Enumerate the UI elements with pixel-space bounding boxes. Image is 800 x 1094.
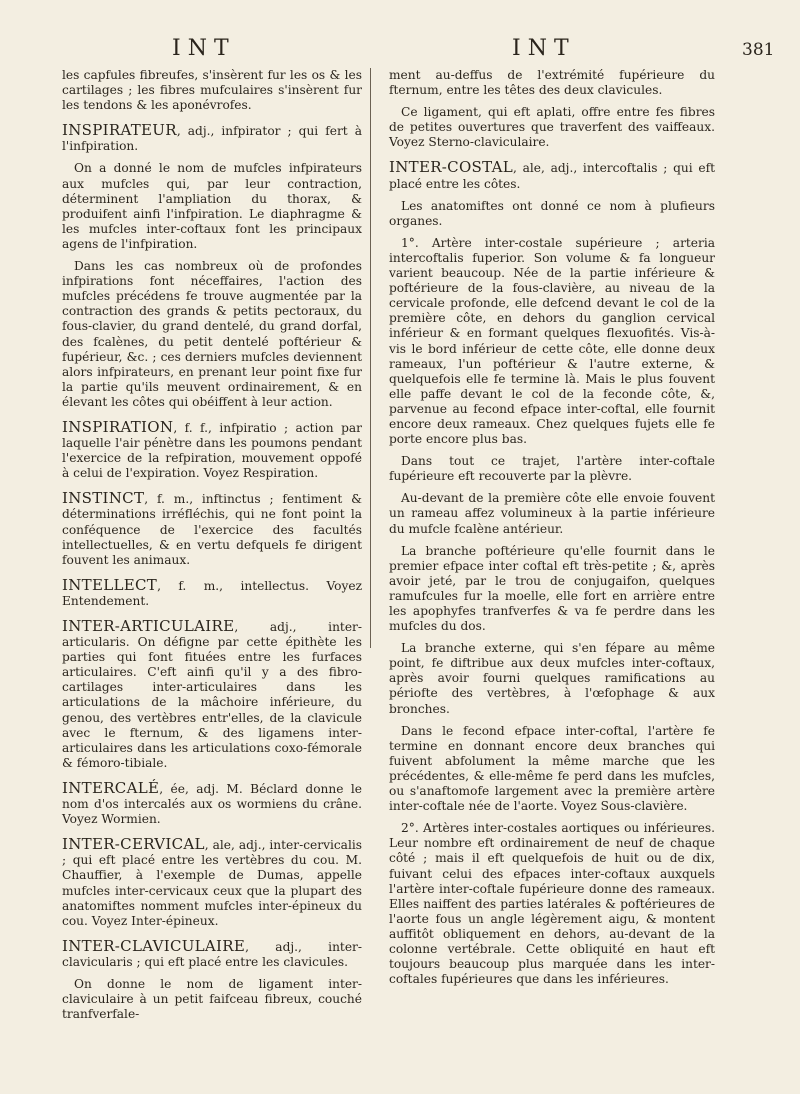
entry-inter-costal bbox=[389, 160, 715, 191]
right-column bbox=[389, 68, 715, 994]
headword: INTER-ARTICULAIRE bbox=[62, 617, 235, 635]
left-column bbox=[62, 68, 362, 1029]
headword: INTER-CERVICAL bbox=[62, 835, 205, 854]
entry-inspirateur bbox=[62, 123, 362, 154]
paragraph: ment au-deffus de l'extrémité fupérieure du fternum, entre les têtes des deux clavicules. bbox=[389, 68, 715, 98]
entry-text: , f. m., inftinctus ; fentiment & déterminations irréfléchis, qui ne font point la conféquence de l'exercice des facultés intellectuelles, & en vertu defquels fe dirigent fouvent les animaux. bbox=[62, 492, 362, 567]
running-header bbox=[0, 36, 800, 66]
page-number: 381 bbox=[742, 40, 775, 60]
headword: INSPIRATEUR bbox=[62, 121, 177, 140]
paragraph: La branche externe, qui s'en fépare au même point, fe diftribue aux deux mufcles inter-coftaux, après avoir fourni quelques ramifications au périofte des vertèbres, à l'œfophage & aux bronches. bbox=[389, 641, 715, 716]
entry-text: , ale, adj., intercoftalis ; qui eft placé entre les côtes. bbox=[389, 161, 715, 191]
entry-text: , ale, adj., inter-cervicalis ; qui eft placé entre les vertèbres du cou. M. Chauffier, à l'exemple de Dumas, appelle mufcles inter-cervicaux ceux que la plupart des anatomiftes nomment mufcles inter-épineux du cou. Voyez Inter-épineux. bbox=[62, 838, 362, 928]
paragraph: 2°. Artères inter-costales aortiques ou inférieures. Leur nombre eft ordinairement de neuf de chaque côté ; mais il eft quelquefois de huit ou de dix, fuivant celui des efpaces inter-coftaux auxquels l'artère inter-coftale fupérieure donne des rameaux. Elles naiffent des parties latérales & poftérieures de l'aorte fous un angle légèrement aigu, & montent auffitôt obliquement en dehors, au-devant de la colonne vertébrale. Cette obliquité en haut eft toujours beaucoup plus marquée dans les inter-coftales fupérieures que dans les inférieures. bbox=[389, 821, 715, 987]
entry-intercale bbox=[62, 778, 362, 827]
entry-instinct bbox=[62, 491, 362, 567]
entry-text: , adj., inter-articularis. On défigne par cette épithète les parties qui font fituées entre les furfaces articulaires. C'eft ainfi qu'il y a des fibro-cartilages inter-articulaires dans les articulations de la mâchoire inférieure, du genou, des vertèbres entr'elles, de la clavicule avec le fternum, & des ligamens inter-articulaires dans les articulations coxo-fémorale & fémoro-tibiale. bbox=[62, 620, 362, 770]
paragraph: Au-devant de la première côte elle envoie fouvent un rameau affez volumineux à la partie inférieure du mufcle fcalène antérieur. bbox=[389, 491, 715, 536]
entry-text: , f. f., infpiratio ; action par laquelle l'air pénètre dans les poumons pendant l'exercice de la refpiration, mouvement oppofé à celui de l'expiration. Voyez Respiration. bbox=[62, 420, 362, 481]
entry-inter-cervical bbox=[62, 837, 362, 929]
entry-text: , adj., infpirator ; qui fert à l'infpiration. bbox=[62, 124, 362, 154]
headword: INTER-CLAVICULAIRE bbox=[62, 936, 246, 955]
header-left: INT bbox=[172, 36, 236, 61]
headword: INSTINCT bbox=[62, 489, 145, 508]
paragraph: Dans tout ce trajet, l'artère inter-coftale fupérieure eft recouverte par la plèvre. bbox=[389, 454, 715, 484]
entry-text: , f. m., intellectus. Voyez Entendement. bbox=[62, 578, 362, 608]
entry-text: , adj., inter-clavicularis ; qui eft placé entre les clavicules. bbox=[62, 939, 362, 969]
entry-text: , ée, adj. M. Béclard donne le nom d'os intercalés aux os wormiens du crâne. Voyez Wormien. bbox=[62, 781, 362, 827]
paragraph: Ce ligament, qui eft aplati, offre entre fes fibres de petites ouvertures que traverfent des vaiffeaux. Voyez Sterno-claviculaire. bbox=[389, 105, 715, 150]
entry-inspiration bbox=[62, 417, 362, 481]
entry-inter-articulaire bbox=[62, 619, 362, 771]
header-right: INT bbox=[512, 36, 576, 61]
entry-intellect bbox=[62, 575, 362, 609]
headword: INTER-COSTAL bbox=[389, 158, 513, 177]
paragraph: On a donné le nom de mufcles infpirateurs aux mufcles qui, par leur contraction, déterminent l'ampliation du thorax, & produifent ainfi l'infpiration. Le diaphragme & les mufcles inter-coftaux font les principaux agens de l'infpiration. bbox=[62, 161, 362, 251]
headword: INTELLECT bbox=[62, 575, 158, 594]
paragraph: Dans les cas nombreux où de profondes infpirations font néceffaires, l'action des mufcles précédens fe trouve augmentée par la contraction des grands & petits pectoraux, du fous-clavier, du grand dentelé, du grand dorfal, des fcalènes, du petit dentelé poftérieur & fupérieur, &c. ; ces derniers mufcles deviennent alors infpirateurs, en prenant leur point fixe fur la partie qu'ils meuvent ordinairement, & en élevant les côtes qui obéiffent à leur action. bbox=[62, 259, 362, 409]
paragraph: 1°. Artère inter-costale supérieure ; arteria intercoftalis fuperior. Son volume & fa longueur varient beaucoup. Née de la partie inférieure & poftérieure de la fous-clavière, au niveau de la cervicale profonde, elle defcend devant le col de la première côte, en dehors du ganglion cervical inférieur & en formant quelques flexuofités. Vis-à-vis le bord inférieur de cette côte, elle donne deux rameaux, l'un poftérieur & l'autre externe, & quelquefois elle fe termine là. Mais le plus fouvent elle paffe devant le col de la feconde côte, &, parvenue au fecond efpace inter-coftal, elle fournit encore deux rameaux. Chez quelques fujets elle fe porte encore plus bas. bbox=[389, 235, 715, 447]
paragraph: Dans le fecond efpace inter-coftal, l'artère fe termine en donnant encore deux branches qui fuivent abfolument la même marche que les précédentes, & elle-même fe perd dans les mufcles, ou s'anaftomofe largement avec la première artère inter-coftale née de l'aorte. Voyez Sous-clavière. bbox=[389, 723, 715, 814]
paragraph: Les anatomiftes ont donné ce nom à plufieurs organes. bbox=[389, 198, 715, 228]
column-divider bbox=[370, 68, 371, 648]
paragraph: On donne le nom de ligament inter-claviculaire à un petit faifceau fibreux, couché tranfverfale- bbox=[62, 976, 362, 1022]
paragraph: La branche poftérieure qu'elle fournit dans le premier efpace inter coftal eft très-petite ; &, après avoir jeté, par le trou de conjugaifon, quelques ramufcules fur la moelle, elle fort en arrière entre les apophyfes tranfverfes & va fe perdre dans les mufcles du dos. bbox=[389, 543, 715, 634]
headword: INSPIRATION bbox=[62, 417, 174, 436]
entry-inter-claviculaire bbox=[62, 936, 362, 970]
headword: INTERCALÉ bbox=[62, 778, 160, 797]
paragraph: les capfules fibreufes, s'insèrent fur les os & les cartilages ; les fibres mufculaires s'insèrent fur les tendons & les aponévrofes. bbox=[62, 68, 362, 113]
